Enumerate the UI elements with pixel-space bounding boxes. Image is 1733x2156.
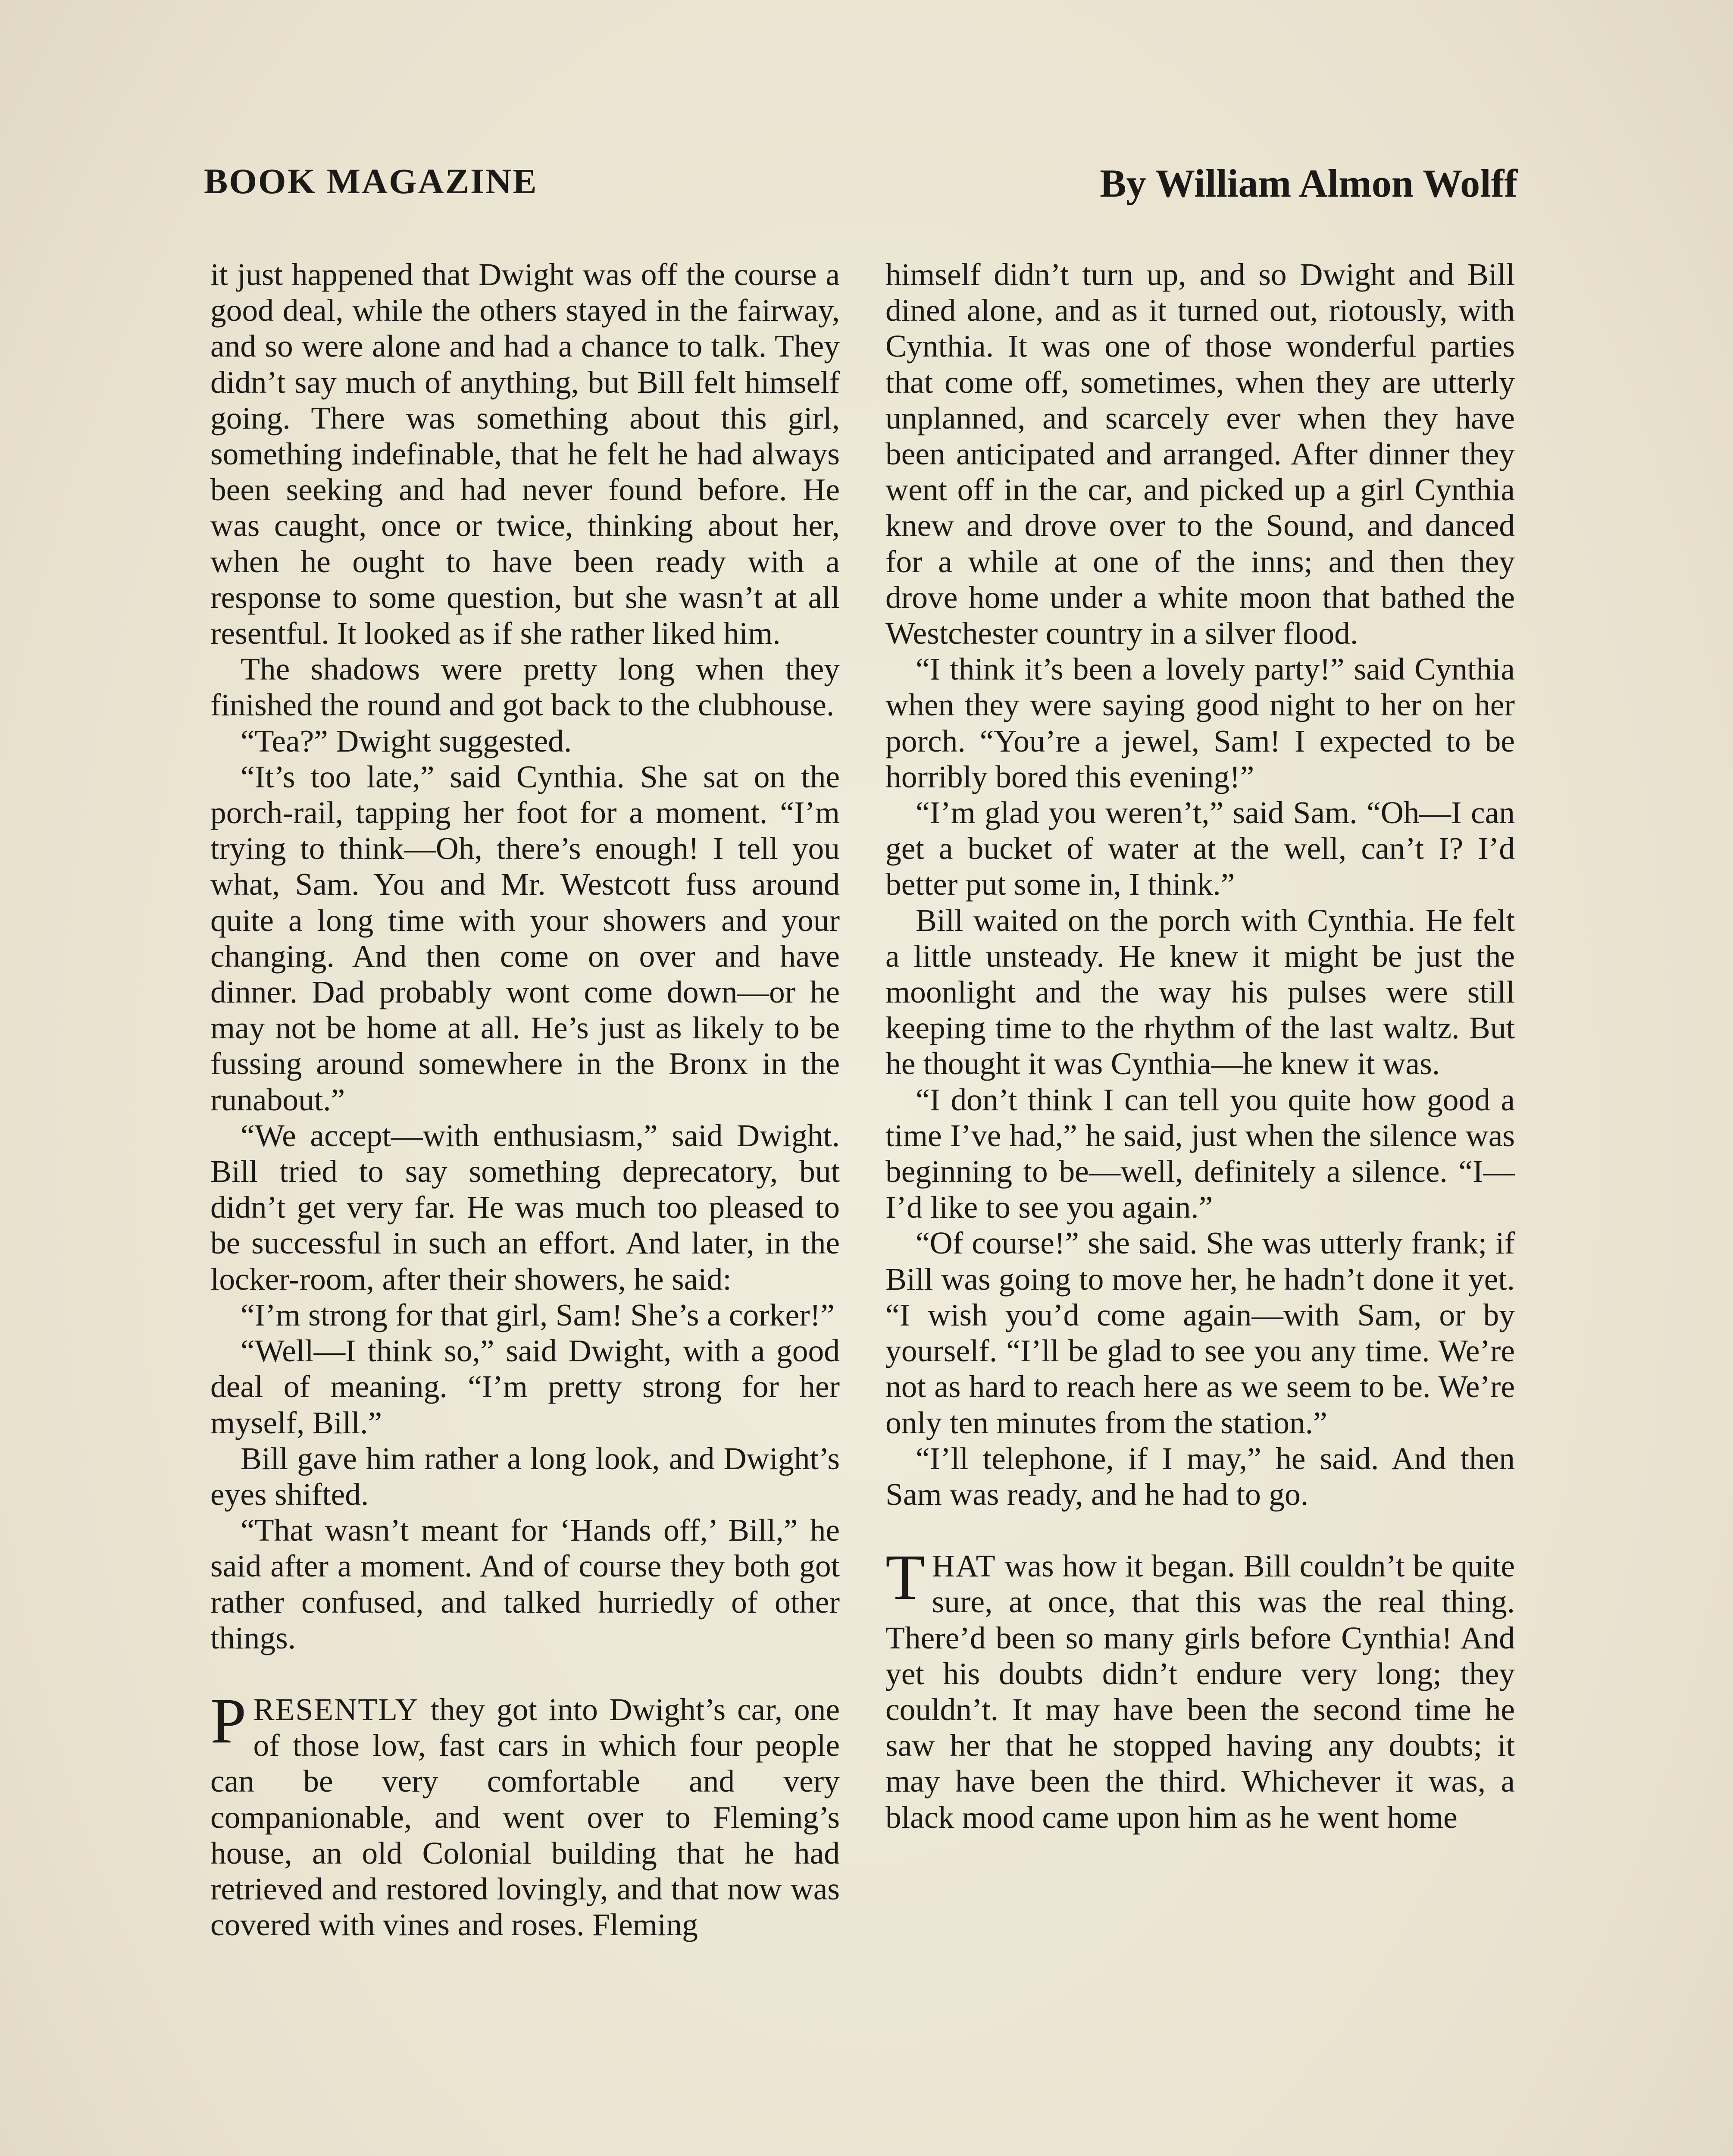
paragraph: Bill gave him rather a long look, and Dwight’s eyes shifted. [210, 1441, 840, 1512]
paragraph-text: was how it began. Bill couldn’t be quite sure, at once, that this was the real thing. There’d been so many girls before Cynthia! And yet his doubts didn’t endure very long; they couldn’t. It may have been the second time he saw her that he stopped having any doubts; it may have been the third. Whichever it was, a black mood came upon him as he went home [885, 1548, 1515, 1835]
right-column [885, 257, 1515, 1835]
paragraph: “Well—I think so,” said Dwight, with a good deal of meaning. “I’m pretty strong for her myself, Bill.” [210, 1333, 840, 1440]
author-byline: By William Almon Wolff [1100, 161, 1517, 205]
left-column [210, 257, 840, 1943]
lead-in-caps: RESENTLY [253, 1692, 419, 1727]
paragraph: “Of course!” she said. She was utterly frank; if Bill was going to move her, he hadn’t done it yet. “I wish you’d come again—with Sam, or by yourself. “I’ll be glad to see you any time. We’re not as hard to reach here as we seem to be. We’re only ten minutes from the station.” [885, 1225, 1515, 1440]
paragraph: The shadows were pretty long when they finished the round and got back to the clubhouse. [210, 652, 840, 723]
paragraph: “We accept—with enthusiasm,” said Dwight. Bill tried to say something deprecatory, but didn’t get very far. He was much too pleased to be successful in such an effort. And later, in the locker-room, after their showers, he said: [210, 1118, 840, 1297]
paragraph: “Tea?” Dwight suggested. [241, 723, 572, 758]
paragraph: Bill waited on the porch with Cynthia. He felt a little unsteady. He knew it might be just the moonlight and the way his pulses were still keeping time to the rhythm of the last waltz. But he thought it was Cynthia—he knew it was. [885, 903, 1515, 1081]
drop-cap: T [885, 1542, 925, 1614]
paragraph: “That wasn’t meant for ‘Hands off,’ Bill,” he said after a moment. And of course they both got rather confused, and talked hurriedly of other things. [210, 1513, 840, 1655]
running-head [204, 160, 1517, 208]
paragraph: “It’s too late,” said Cynthia. She sat on the porch-rail, tapping her foot for a moment. “I’m trying to think—Oh, there’s enough! I tell you what, Sam. You and Mr. Westcott fuss around quite a long time with your showers and your changing. And then come on over and have dinner. Dad probably wont come down—or he may not be home at all. He’s just as likely to be fussing around somewhere in the Bronx in the runabout.” [210, 759, 840, 1117]
paragraph: it just happened that Dwight was off the course a good deal, while the others stayed in the fairway, and so were alone and had a chance to talk. They didn’t say much of anything, but Bill felt himself going. There was something about this girl, something indefinable, that he felt he had always been seeking and had never found before. He was caught, once or twice, thinking about her, when he ought to have been ready with a response to some question, but she wasn’t at all resentful. It looked as if she rather liked him. [210, 257, 840, 651]
paragraph: “I’ll telephone, if I may,” he said. And then Sam was ready, and he had to go. [885, 1441, 1515, 1512]
paragraph: “I don’t think I can tell you quite how good a time I’ve had,” he said, just when the silence was beginning to be—well, definitely a silence. “I—I’d like to see you again.” [885, 1082, 1515, 1225]
paragraph: himself didn’t turn up, and so Dwight and Bill dined alone, and as it turned out, riotously, with Cynthia. It was one of those wonderful parties that come off, sometimes, when they are utterly unplanned, and scarcely ever when they have been anticipated and arranged. After dinner they went off in the car, and picked up a girl Cynthia knew and drove over to the Sound, and danced for a while at one of the inns; and then they drove home under a white moon that bathed the Westchester country in a silver flood. [885, 257, 1515, 651]
paragraph: “I’m strong for that girl, Sam! She’s a corker!” [241, 1297, 835, 1332]
paragraph: “I’m glad you weren’t,” said Sam. “Oh—I can get a bucket of water at the well, can’t I? I’d better put some in, I think.” [885, 795, 1515, 902]
paragraph: “I think it’s been a lovely party!” said Cynthia when they were saying good night to her on her porch. “You’re a jewel, Sam! I expected to be horribly bored this evening!” [885, 652, 1515, 794]
lead-in-caps: HAT [932, 1548, 996, 1584]
drop-cap: P [210, 1685, 247, 1757]
section-opening-paragraph [885, 1542, 1515, 1835]
magazine-title: BOOK MAGAZINE [204, 161, 538, 201]
section-opening-paragraph [210, 1685, 840, 1943]
paragraph-text: they got into Dwight’s car, one of those low, fast cars in which four people can be very comfortable and very companionable, and went over to Fleming’s house, an old Colonial building that he had retrieved and restored lovingly, and that now was covered with vines and roses. Fleming [210, 1692, 840, 1943]
